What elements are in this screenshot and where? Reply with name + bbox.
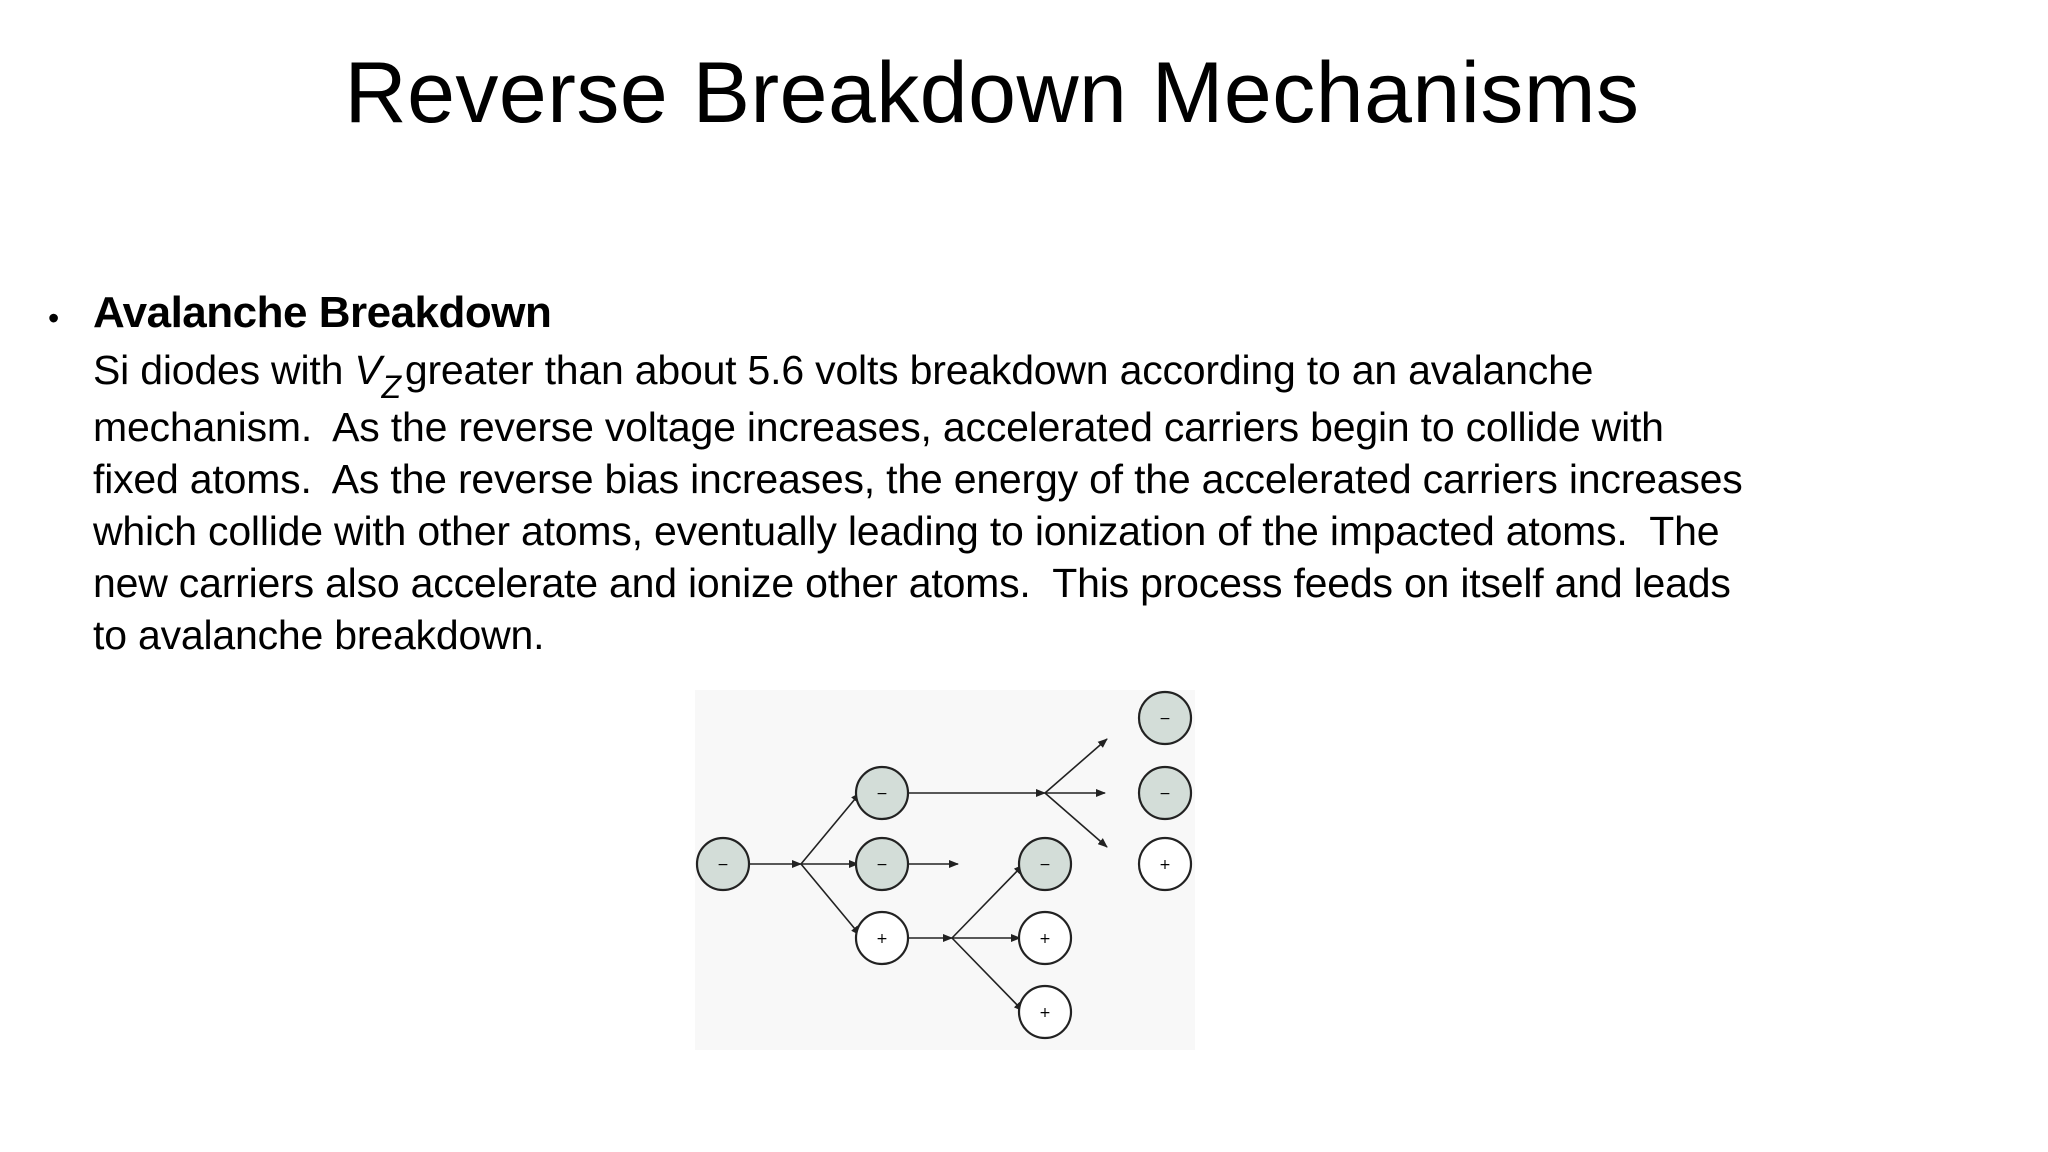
electron-r2: [1139, 767, 1191, 819]
electron-sign: −: [876, 786, 888, 802]
hole-sign: +: [1159, 857, 1171, 873]
avalanche-diagram: [695, 690, 1195, 1050]
hole-bottom: [856, 912, 908, 964]
hole-m3: [1019, 986, 1071, 1038]
electron-sign: −: [1159, 711, 1171, 727]
bullet-avalanche-breakdown: [48, 284, 2028, 661]
body-line-6: to avalanche breakdown.: [93, 612, 545, 658]
body-line-1: [93, 342, 2028, 405]
electron-sign: −: [1159, 786, 1171, 802]
carriers: [697, 692, 1191, 1038]
avalanche-diagram-svg: [695, 690, 1195, 1050]
electron-sign: −: [1039, 857, 1051, 873]
bullet-content: [93, 284, 2028, 661]
body-line-5: new carriers also accelerate and ionize other atoms. This process feeds on itself and leads: [93, 560, 1731, 606]
hole-sign: +: [1039, 931, 1051, 947]
body-line-1-suffix: greater than about 5.6 volts breakdown according to an avalanche: [404, 347, 1594, 393]
body-line-2: mechanism. As the reverse voltage increases, accelerated carriers begin to collide with: [93, 404, 1664, 450]
arrow-junction-to-hole-bottom: [801, 864, 860, 935]
arrow-junction-to-hole-m3: [952, 938, 1023, 1011]
arrow-junction-to-electron-top: [801, 793, 860, 864]
hole-m2: [1019, 912, 1071, 964]
arrow-junction-to-electron-r1: [1045, 739, 1107, 793]
electron-top: [856, 767, 908, 819]
slide-title: Reverse Breakdown Mechanisms: [344, 45, 1640, 141]
electron-mid: [856, 838, 908, 890]
arrow-junction-to-electron-m1: [952, 865, 1023, 938]
bullet-body: [93, 342, 2028, 661]
electron-sign: −: [717, 857, 729, 873]
body-line-3: fixed atoms. As the reverse bias increases, the energy of the accelerated carriers increases: [93, 456, 1743, 502]
hole-r3: [1139, 838, 1191, 890]
bullet-heading: Avalanche Breakdown: [93, 288, 552, 337]
electron-sign: −: [876, 857, 888, 873]
body-line-1-prefix: Si diodes with: [93, 347, 355, 393]
hole-sign: +: [1039, 1005, 1051, 1021]
electron-r1: [1139, 692, 1191, 744]
hole-sign: +: [876, 931, 888, 947]
electron-initial: [697, 838, 749, 890]
zener-voltage-subscript: Z: [381, 369, 401, 405]
zener-voltage-symbol: V: [354, 347, 382, 393]
body-line-4: which collide with other atoms, eventually leading to ionization of the impacted atoms. The: [93, 508, 1720, 554]
electron-m1: [1019, 838, 1071, 890]
bullet-marker: •: [48, 300, 60, 336]
